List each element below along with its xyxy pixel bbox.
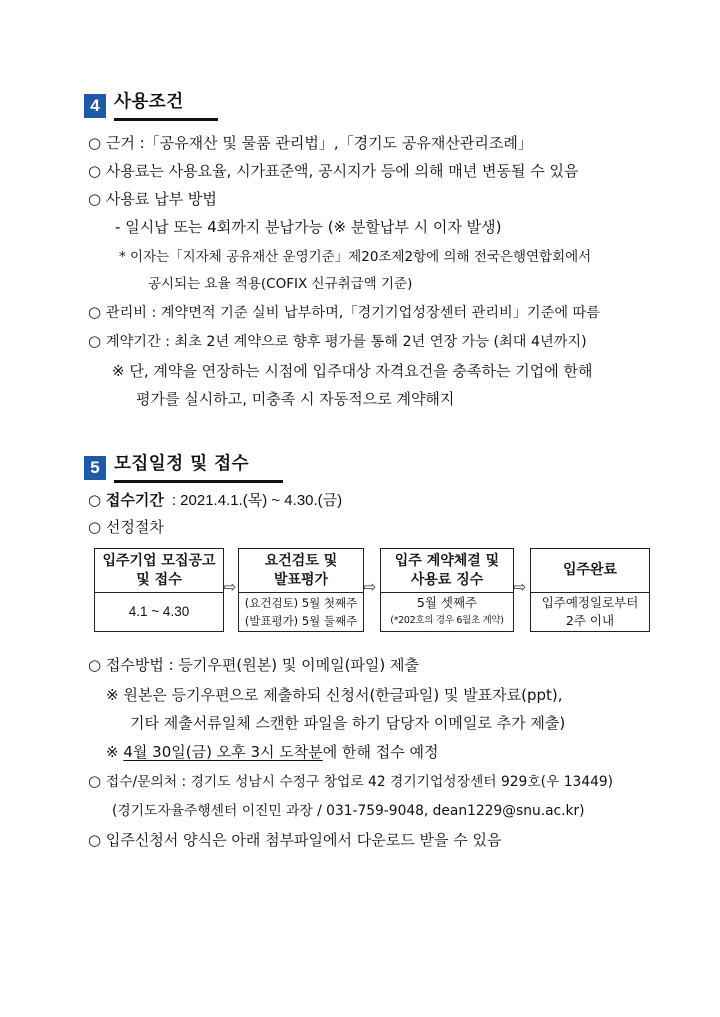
flow-step-title: 사용료 징수	[410, 571, 484, 588]
item-text: 원본은 등기우편으로 제출하되 신청서(한글파일) 및 발표자료(ppt),	[123, 686, 563, 704]
section-4-header	[84, 90, 218, 121]
bullet: ○	[88, 332, 102, 350]
bullet: *	[119, 249, 126, 265]
flow-step-detail: 4.1 ~ 4.30	[128, 604, 190, 619]
bullet: ※	[106, 686, 119, 704]
item-text: 사용료는 사용요율, 시가표준액, 공시지가 등에 의해 매년 변동될 수 있음	[105, 162, 579, 180]
bullet: ○	[88, 491, 102, 509]
section-title: 모집일정 및 접수	[114, 452, 283, 483]
flow-step-recruitment	[94, 548, 224, 632]
bullet: ○	[88, 190, 102, 208]
bullet: ○	[88, 303, 102, 321]
application-form-note	[88, 830, 502, 850]
flow-step-review	[238, 548, 364, 632]
list-item	[88, 133, 533, 153]
list-item	[88, 331, 587, 352]
item-text: 이자는「지자체 공유재산 운영기준」제20조제2항에 의해 전국은행연합회에서	[130, 249, 592, 265]
list-item	[115, 217, 501, 237]
flow-step-title: 입주기업 모집공고	[102, 552, 216, 569]
list-item	[88, 161, 579, 181]
section-5-header	[84, 452, 283, 483]
item-text: 평가를 실시하고, 미충족 시 자동적으로 계약해지	[136, 390, 455, 408]
bullet: ○	[88, 831, 102, 849]
flow-step-contract	[380, 548, 514, 632]
footnote-item	[148, 274, 412, 294]
item-text: 공시되는 요율 적용(COFIX 신규취급액 기준)	[148, 276, 413, 292]
bullet: ○	[88, 162, 102, 180]
flow-step-title: 발표평가	[273, 571, 329, 588]
bullet: ○	[88, 656, 102, 674]
flow-arrow-icon: ⇨	[363, 578, 377, 596]
contact-info	[88, 771, 613, 792]
item-text: 근거 :「공유재산 및 물품 관리법」,「경기도 공유재산관리조례」	[105, 134, 533, 152]
period-value: : 2021.4.1.(목) ~ 4.30.(금)	[171, 492, 343, 509]
submission-method	[88, 655, 419, 675]
section-number-badge: 4	[84, 94, 106, 118]
item-text: 일시납 또는 4회까지 분납가능 (※ 분할납부 시 이자 발생)	[125, 218, 502, 236]
note-item	[112, 361, 593, 381]
note-item	[136, 389, 454, 409]
bullet: -	[115, 218, 121, 236]
item-text: 사용료 납부 방법	[105, 190, 217, 208]
flow-step-title: 및 접수	[136, 571, 182, 588]
bullet: ○	[88, 134, 102, 152]
item-text: 접수/문의처 : 경기도 성남시 수정구 창업로 42 경기기업성장센터 929호(우 13449)	[105, 774, 614, 790]
item-text: 기타 제출서류일체 스캔한 파일을 하기 담당자 이메일로 추가 제출)	[130, 714, 566, 732]
list-item	[88, 302, 600, 323]
item-text: 에 한해 접수 예정	[322, 743, 439, 761]
list-item	[88, 189, 217, 209]
bullet: ○	[88, 518, 102, 536]
item-text: 관리비 : 계약면적 기준 실비 납부하며,「경기기업성장센터 관리비」기준에 따름	[105, 305, 600, 321]
flow-step-detail: 입주예정일로부터	[541, 595, 639, 610]
application-period	[88, 490, 342, 511]
contact-info	[112, 800, 585, 821]
flow-arrow-icon: ⇨	[513, 578, 527, 596]
period-label: 접수기간	[105, 491, 164, 509]
note-item	[130, 713, 565, 733]
note-item	[106, 685, 563, 705]
item-text: 입주신청서 양식은 아래 첨부파일에서 다운로드 받을 수 있음	[105, 831, 502, 849]
deadline-text: 4월 30일(금) 오후 3시 도착분	[123, 743, 323, 761]
flow-step-detail: 5월 셋째주	[416, 595, 478, 610]
flow-step-title: 입주 계약체결 및	[394, 552, 500, 569]
item-text: 단, 계약을 연장하는 시점에 입주대상 자격요건을 충족하는 기업에 한해	[129, 362, 593, 380]
section-title: 사용조건	[114, 90, 218, 121]
flow-step-detail: (*202호의 경우 6월초 계약)	[390, 615, 504, 626]
section-number-badge: 5	[84, 456, 106, 480]
deadline-note	[106, 742, 438, 762]
item-text: 계약기간 : 최초 2년 계약으로 향후 평가를 통해 2년 연장 가능 (최대 4년까지)	[105, 334, 587, 350]
flow-step-detail: (발표평가) 5월 둘째주	[244, 614, 358, 628]
flow-step-detail: 2주 이내	[565, 613, 615, 628]
bullet: ○	[88, 772, 102, 790]
procedure-heading	[88, 517, 164, 537]
flow-step-title: 입주완료	[562, 562, 618, 578]
footnote-item	[119, 247, 591, 267]
contact-email[interactable]: (경기도자율주행센터 이진민 과장 / 031-759-9048, dean1229@snu.ac.kr)	[112, 803, 585, 819]
flow-arrow-icon: ⇨	[223, 578, 237, 596]
procedure-label: 선정절차	[105, 518, 164, 536]
flow-step-complete	[530, 548, 650, 632]
flow-step-detail: (요건검토) 5월 첫째주	[244, 596, 358, 610]
flow-step-title: 요건검토 및	[264, 552, 338, 569]
bullet: ※	[106, 743, 119, 761]
item-text: 접수방법 : 등기우편(원본) 및 이메일(파일) 제출	[105, 656, 419, 674]
bullet: ※	[112, 362, 125, 380]
